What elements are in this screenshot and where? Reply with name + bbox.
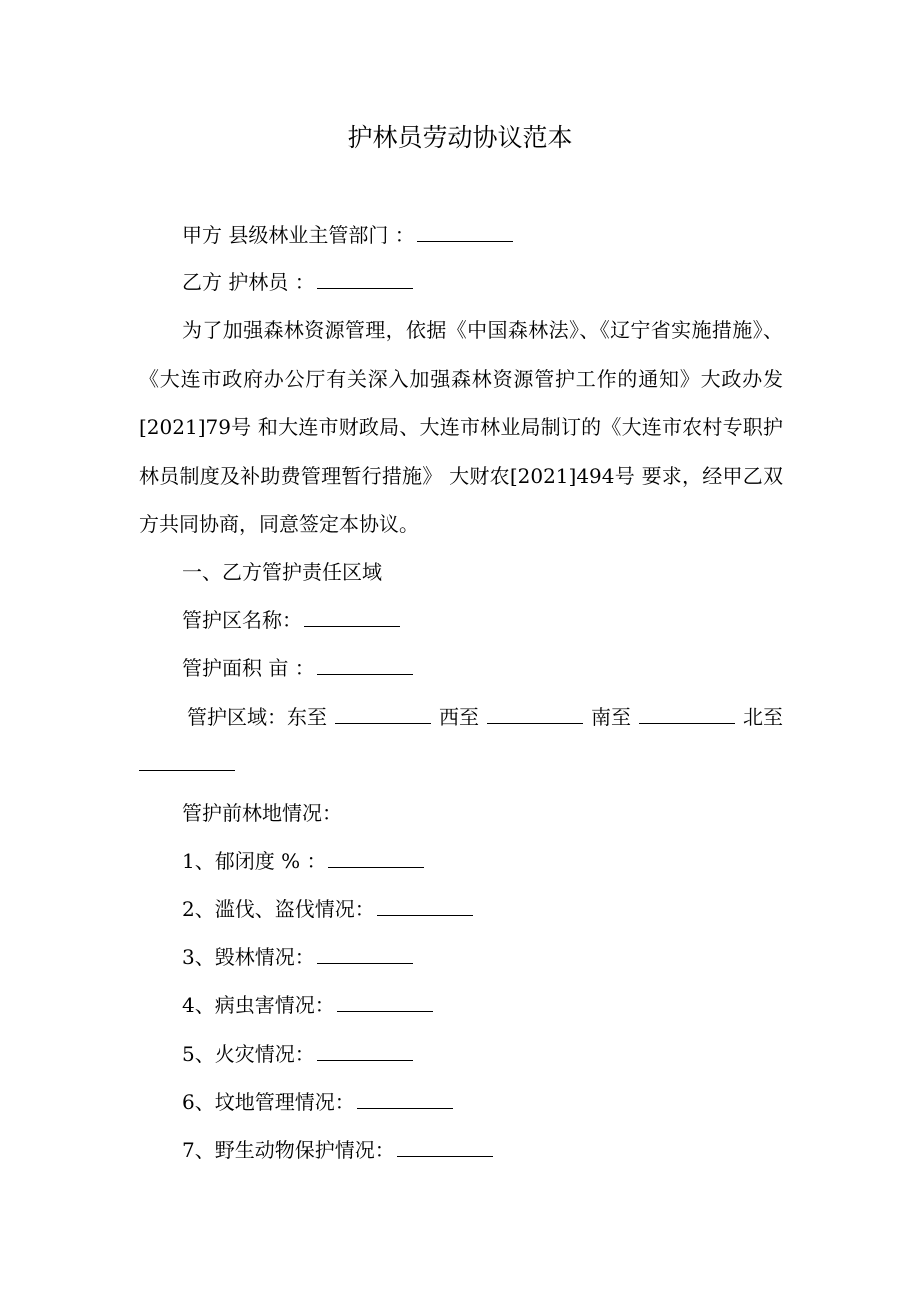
item-blank xyxy=(317,1040,413,1061)
party-b-label: 乙方 护林员 ： xyxy=(182,270,315,294)
item-blank xyxy=(317,943,413,964)
intro-paragraph: 为了加强森林资源管理，依据《中国森林法》、《辽宁省实施措施》、《大连市政府办公厅有关深入加强森林资源管护工作的通知》大政办发[2021]79号 和大连市财政局、大连市林业局制订的《大连市农村专职护林员制度及补助费管理暂行措施》 大财农[2021]494号 要求，经甲乙双方共同协商，同意签定本协议。 xyxy=(139,318,783,536)
area-size-label: 管护面积 亩 ： xyxy=(182,656,315,680)
document-title: 护林员劳动协议范本 xyxy=(347,123,573,152)
item-blank xyxy=(337,991,433,1012)
party-b-blank xyxy=(317,268,413,289)
section-1-heading: 一、乙方管护责任区域 xyxy=(182,560,382,584)
item-label: 7、野生动物保护情况： xyxy=(182,1138,395,1162)
region-line xyxy=(187,702,783,732)
item-blank xyxy=(357,1088,453,1109)
party-a-label: 甲方 县级林业主管部门 ： xyxy=(182,223,415,247)
item-line xyxy=(182,1039,413,1069)
item-label: 2、滥伐、盗伐情况： xyxy=(182,897,375,921)
region-south-label: 南至 xyxy=(591,705,631,729)
region-west-label: 西至 xyxy=(439,705,479,729)
item-blank xyxy=(377,895,473,916)
before-status-heading: 管护前林地情况： xyxy=(182,801,342,825)
area-name-blank xyxy=(304,606,400,627)
party-a-line xyxy=(182,220,513,250)
item-blank xyxy=(397,1136,493,1157)
item-line xyxy=(182,894,473,924)
item-label: 1、郁闭度 % ： xyxy=(182,849,327,873)
area-name-label: 管护区名称： xyxy=(182,608,302,632)
item-label: 4、病虫害情况： xyxy=(182,993,335,1017)
item-label: 6、坟地管理情况： xyxy=(182,1090,355,1114)
item-line xyxy=(182,942,413,972)
region-east-blank xyxy=(335,703,431,724)
item-line xyxy=(182,846,424,876)
item-blank xyxy=(328,847,424,868)
item-label: 3、毁林情况： xyxy=(182,945,315,969)
item-line xyxy=(182,1087,453,1117)
item-line xyxy=(182,990,433,1020)
region-east-label: 管护区域：东至 xyxy=(187,705,327,729)
area-name-line xyxy=(182,605,400,635)
region-south-blank xyxy=(639,703,735,724)
area-size-line xyxy=(182,653,413,683)
item-line xyxy=(182,1135,493,1165)
region-north-label: 北至 xyxy=(743,705,783,729)
party-b-line xyxy=(182,267,413,297)
party-a-blank xyxy=(417,221,513,242)
item-label: 5、火灾情况： xyxy=(182,1042,315,1066)
area-size-blank xyxy=(317,654,413,675)
region-west-blank xyxy=(487,703,583,724)
region-north-blank xyxy=(139,770,235,771)
